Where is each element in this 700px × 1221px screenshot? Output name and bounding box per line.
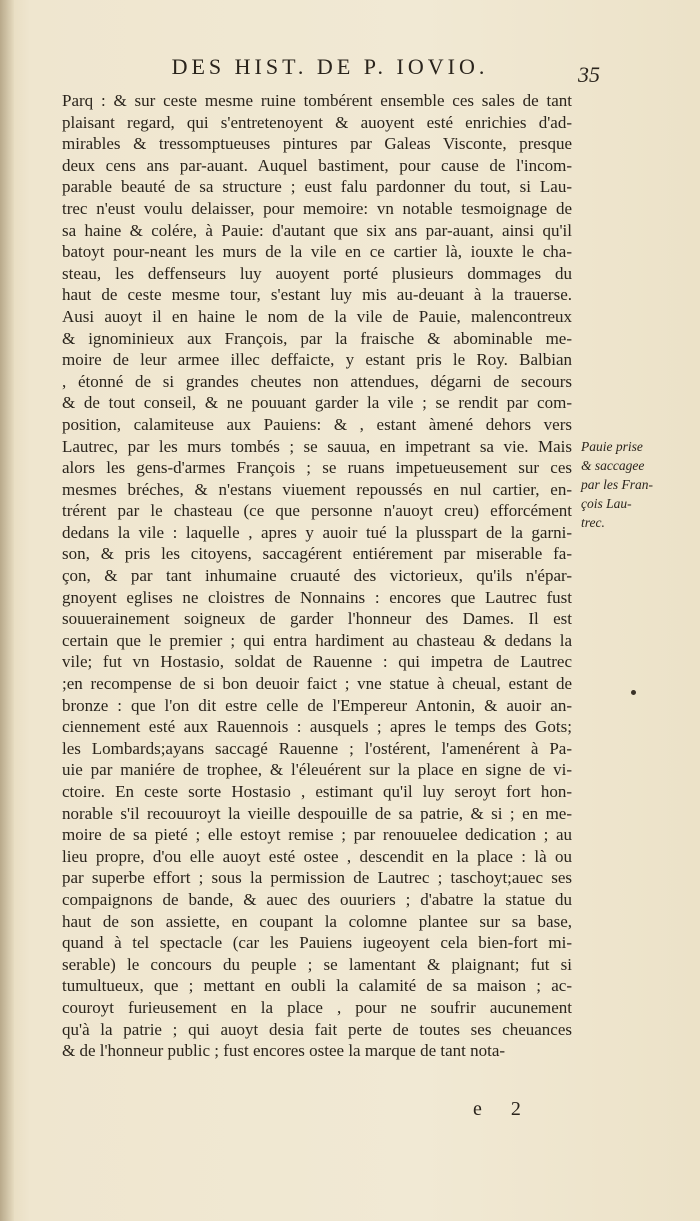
- text-line: bronze : que l'on dit estre celle de l'Empereur Antonin, & auoir an-: [62, 695, 572, 715]
- text-line: haut de ceste mesme tour, s'estant luy mis au-deuant à la trauerse.: [62, 285, 572, 305]
- ink-dot-mark: [631, 690, 636, 695]
- text-line: mesmes bréches, & n'estans viuement repoussés en nul cartier, en-: [62, 479, 572, 499]
- main-text-block: [62, 90, 572, 1062]
- text-line: & de l'honneur public ; fust encores ostee la marque de tant nota-: [62, 1041, 506, 1061]
- text-line: souuerainement soigneux de garder l'honneur des Dames. Il est: [62, 609, 572, 629]
- marginal-note-line: çois Lau-: [581, 496, 632, 511]
- text-line: mirables & tressomptueuses pintures par Galeas Visconte, presque: [62, 134, 572, 154]
- text-line: Lautrec, par les murs tombés ; se sauua, en impetrant sa vie. Mais: [62, 436, 572, 456]
- text-line: parable beauté de sa structure ; eust falu pardonner du tout, si Lau-: [62, 177, 572, 197]
- text-line: batoyt pour-neant les murs de la vile en ce cartier là, iouxte le cha-: [62, 242, 572, 262]
- signature-mark: e 2: [473, 1098, 533, 1120]
- text-line: ciennement esté aux Rauennois : ausquels ; apres le temps des Gots;: [62, 717, 572, 737]
- text-line: Ausi auoyt il en haine le nom de la vile de Pauie, malencontreux: [62, 306, 572, 326]
- text-line: trérent par le chasteau (ce que personne n'auoyt creu) efforcément: [62, 501, 572, 521]
- marginal-note-line: Pauie prise: [581, 439, 643, 454]
- text-line: ;en recompense de si bon deuoir faict ; vne statue à cheual, estant de: [62, 674, 572, 694]
- text-line: son, & pris les citoyens, saccagérent entiérement par miserable fa-: [62, 544, 572, 564]
- text-line: sa haine & colére, à Pauie: d'autant que six ans par-auant, ainsi qu'il: [62, 220, 572, 240]
- marginal-note-line: par les Fran-: [581, 477, 653, 492]
- text-line: qu'à la patrie ; qui auoyt desia fait perte de toutes ses cheuances: [62, 1019, 572, 1039]
- marginal-note: [581, 437, 671, 532]
- text-line: plaisant regard, qui s'entretenoyent & auoyent esté enrichies d'ad-: [62, 112, 572, 132]
- text-line: quand à tel spectacle (car les Pauiens iugeoyent cela bien-fort mi-: [62, 933, 572, 953]
- running-head: DES HIST. DE P. IOVIO.: [171, 54, 489, 79]
- text-line: norable s'il recouuroyt la vieille despouille de sa patrie, & si ; en me-: [62, 803, 572, 823]
- text-line: moire de leur armee illec deffaicte, y estant pris le Roy. Balbian: [62, 350, 572, 370]
- text-line: certain que le premier ; qui entra hardiment au chasteau & dedans la: [62, 630, 572, 650]
- marginal-note-line: trec.: [581, 515, 605, 530]
- text-line: vile; fut vn Hostasio, soldat de Rauenne : qui impetra de Lautrec: [62, 652, 572, 672]
- text-line: trec n'eust voulu delaisser, pour memoire: vn notable tesmoignage de: [62, 198, 572, 218]
- text-line: uie par maniére de trophee, & l'éleuérent sur la place en signe de vi-: [62, 760, 572, 780]
- text-line: , étonné de si grandes cheutes non attendues, dégarni de secours: [62, 371, 572, 391]
- text-line: haut de son assiette, en coupant la colomne plantee sur sa base,: [62, 911, 572, 931]
- text-line: lieu propre, d'ou elle auoyt esté ostee , descendit en la place : là ou: [62, 846, 572, 866]
- text-line: & ignominieux aux François, par la fraische & abominable me-: [62, 328, 572, 348]
- text-line: position, calamiteuse aux Pauiens: & , estant àmené dehors vers: [62, 414, 572, 434]
- text-line: gnoyent eglises ne cloistres de Nonnains : encores que Lautrec fust: [62, 587, 572, 607]
- text-line: deux cens ans par-auant. Auquel bastiment, pour cause de l'incom-: [62, 155, 572, 175]
- text-line: steau, les deffenseurs luy auoyent porté plusieurs dommages du: [62, 263, 572, 283]
- marginal-note-line: & saccagee: [581, 458, 645, 473]
- text-line: alors les gens-d'armes François ; se ruans impetueusement sur ces: [62, 458, 572, 478]
- text-line: & de tout conseil, & ne pouuant garder la vile ; se rendit par com-: [62, 393, 572, 413]
- text-line: moire de sa pieté ; elle estoyt remise ; par renouuelee dedication ; au: [62, 825, 572, 845]
- text-line: tumultueux, que ; mettant en oubli la calamité de sa maison ; ac-: [62, 976, 572, 996]
- text-line: çon, & par tant inhumaine cruauté des victorieux, qu'ils n'épar-: [62, 566, 572, 586]
- text-line: couroyt furieusement en la place , pour ne soufrir aucunement: [62, 997, 572, 1017]
- text-line: Parq : & sur ceste mesme ruine tombérent ensemble ces sales de tant: [62, 91, 572, 110]
- page-gutter-shadow: [0, 0, 14, 1221]
- text-line: dedans la vile : laquelle , apres y auoir tué la plusspart de la garni-: [62, 522, 572, 542]
- text-line: serable) le concours du peuple ; se lamentant & plaignant; fut si: [62, 954, 572, 974]
- text-line: par superbe effort ; sous la permission de Lautrec ; taschoyt;auec ses: [62, 868, 572, 888]
- text-line: compaignons de bande, & auec des ouuriers ; d'abatre la statue du: [62, 889, 572, 909]
- text-line: ctoire. En ceste sorte Hostasio , estimant qu'il luy seroyt fort hon-: [62, 782, 572, 801]
- page-number: 35: [578, 62, 600, 87]
- text-line: les Lombards;ayans saccagé Rauenne ; l'ostérent, l'amenérent à Pa-: [62, 738, 572, 758]
